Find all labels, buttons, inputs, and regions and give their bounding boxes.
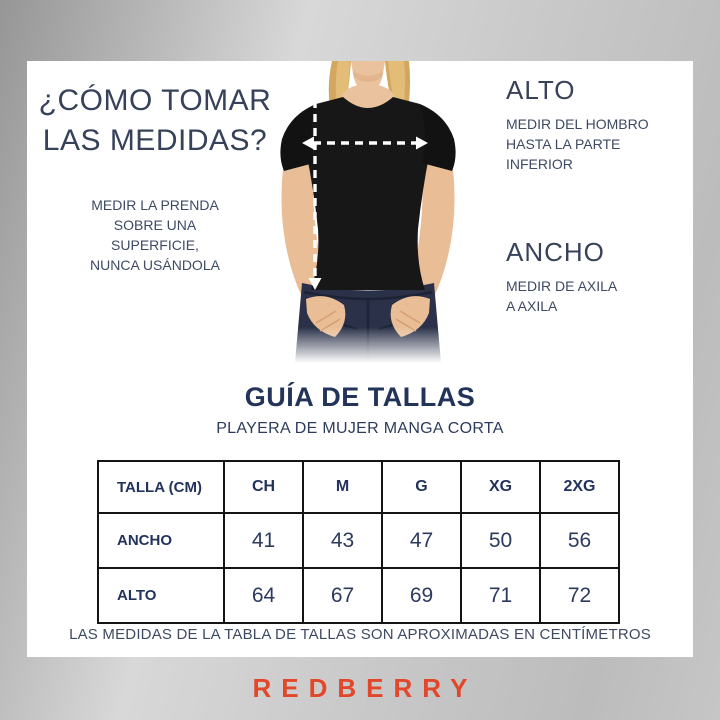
photo-fade bbox=[252, 327, 484, 363]
measure-instructions bbox=[55, 195, 255, 275]
size-guide-title: GUÍA DE TALLAS bbox=[244, 382, 476, 412]
how-to-measure-title bbox=[35, 81, 275, 161]
instruction-line: SUPERFICIE, bbox=[111, 237, 199, 253]
table-cell: 56 bbox=[540, 513, 619, 568]
table-cell: 41 bbox=[224, 513, 303, 568]
table-row-ancho bbox=[98, 513, 619, 568]
tshirt-sleeve-left bbox=[280, 104, 316, 171]
alto-desc-line: INFERIOR bbox=[506, 156, 573, 172]
tshirt-body-shape bbox=[306, 97, 430, 290]
table-row-alto bbox=[98, 568, 619, 623]
instruction-line: MEDIR LA PRENDA bbox=[91, 197, 219, 213]
table-header-row bbox=[98, 461, 619, 513]
tshirt-sleeve-right bbox=[420, 104, 456, 171]
size-table bbox=[97, 460, 620, 624]
table-cell: 64 bbox=[224, 568, 303, 623]
model-photo bbox=[252, 61, 484, 363]
ancho-instructions bbox=[506, 237, 686, 316]
table-cell: 72 bbox=[540, 568, 619, 623]
table-cell: 43 bbox=[303, 513, 382, 568]
ancho-title: ANCHO bbox=[506, 237, 605, 267]
table-row-label: ALTO bbox=[98, 568, 224, 623]
alto-desc-line: MEDIR DEL HOMBRO bbox=[506, 116, 649, 132]
model-figure bbox=[252, 61, 484, 363]
alto-title: ALTO bbox=[506, 75, 576, 105]
table-header-cell: M bbox=[303, 461, 382, 513]
table-row-label: ANCHO bbox=[98, 513, 224, 568]
table-header-cell: CH bbox=[224, 461, 303, 513]
ancho-description bbox=[506, 276, 686, 316]
ancho-desc-line: MEDIR DE AXILA bbox=[506, 278, 618, 294]
heading-line: ¿CÓMO TOMAR bbox=[38, 84, 272, 117]
table-cell: 71 bbox=[461, 568, 540, 623]
table-cell: 47 bbox=[382, 513, 461, 568]
instruction-line: SOBRE UNA bbox=[113, 217, 197, 233]
table-cell: 69 bbox=[382, 568, 461, 623]
ancho-desc-line: A AXILA bbox=[506, 298, 558, 314]
alto-desc-line: HASTA LA PARTE bbox=[506, 136, 621, 152]
brand-logo: REDBERRY bbox=[252, 673, 478, 703]
instruction-line: NUNCA USÁNDOLA bbox=[90, 257, 220, 273]
heading-line: LAS MEDIDAS? bbox=[42, 124, 268, 157]
table-header-cell: XG bbox=[461, 461, 540, 513]
table-cell: 50 bbox=[461, 513, 540, 568]
size-guide-subtitle: PLAYERA DE MUJER MANGA CORTA bbox=[216, 420, 504, 437]
table-header-cell: TALLA (CM) bbox=[98, 461, 224, 513]
size-guide-card bbox=[27, 61, 693, 657]
alto-instructions bbox=[506, 75, 686, 174]
table-footnote: LAS MEDIDAS DE LA TABLA DE TALLAS SON APROXIMADAS EN CENTÍMETROS bbox=[69, 626, 651, 643]
table-cell: 67 bbox=[303, 568, 382, 623]
table-header-cell: 2XG bbox=[540, 461, 619, 513]
alto-description bbox=[506, 114, 686, 174]
table-header-cell: G bbox=[382, 461, 461, 513]
